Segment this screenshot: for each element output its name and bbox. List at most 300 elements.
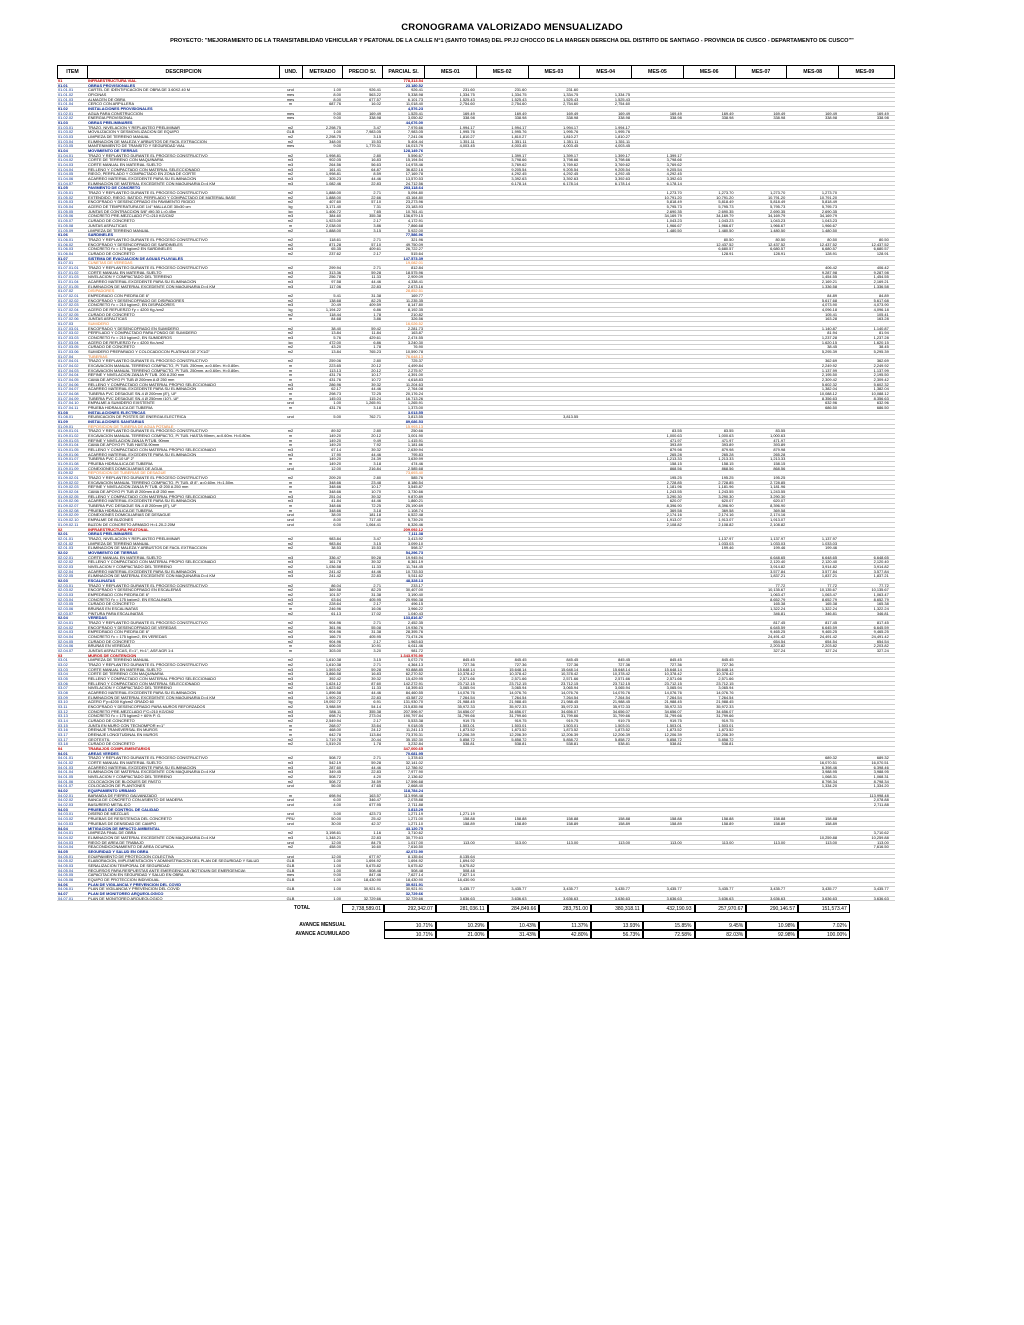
item-code: 03.17 bbox=[58, 733, 68, 737]
item-mes-04 bbox=[579, 392, 631, 396]
item-mes-09: 1,334.20 bbox=[873, 784, 889, 789]
item-mes-01: 1,503.01 bbox=[459, 723, 475, 728]
item-mes-06: 158.88 bbox=[721, 817, 734, 821]
item-mes-04 bbox=[579, 513, 631, 517]
item-metrado: 1,888.00 bbox=[325, 195, 341, 200]
item-mes-07: 8,396.90 bbox=[770, 504, 786, 508]
item-mes-05 bbox=[631, 383, 683, 387]
item-mes-03 bbox=[528, 621, 580, 625]
item-precio: 3.15 bbox=[373, 228, 381, 233]
item-mes-05 bbox=[631, 107, 683, 111]
item-mes-08: 6,398.46 bbox=[821, 765, 837, 770]
item-mes-07: 6,648.65 bbox=[770, 555, 786, 560]
item-mes-05 bbox=[631, 261, 683, 265]
item-mes-07 bbox=[735, 130, 787, 134]
item-metrado bbox=[302, 850, 342, 854]
item-mes-05: 538.81 bbox=[669, 742, 682, 747]
item-metrado: 228.64 bbox=[329, 602, 341, 606]
item-description: TRAZO Y REPLANTEO DURANTE EL PROCESO CONSTRUCTIVO bbox=[88, 620, 208, 625]
item-mes-09 bbox=[838, 752, 890, 756]
item-metrado: 349.45 bbox=[329, 770, 341, 775]
item-unit: mes bbox=[286, 116, 295, 121]
item-description: ESCALINATAS bbox=[88, 578, 116, 583]
item-mes-05: 3,392.63 bbox=[666, 177, 682, 181]
item-mes-03 bbox=[528, 359, 580, 363]
item-metrado bbox=[302, 355, 342, 359]
item-mes-05: 2,690.35 bbox=[666, 209, 682, 214]
item-mes-05 bbox=[631, 387, 683, 391]
item-mes-09 bbox=[838, 822, 890, 826]
item-mes-06 bbox=[683, 271, 735, 275]
item-mes-08 bbox=[786, 233, 838, 237]
item-mes-05: 868.56 bbox=[669, 466, 682, 471]
item-mes-06: 1,273.70 bbox=[718, 191, 734, 195]
item-mes-04 bbox=[579, 205, 631, 209]
item-description: INSTALACIONES ELECTRICAS bbox=[88, 410, 146, 415]
item-code: 04.01.01 bbox=[58, 756, 74, 761]
item-mes-09 bbox=[838, 719, 890, 723]
item-description: MOVILIZACION Y DESMOVILIZACION DE EQUIPO bbox=[88, 130, 180, 135]
item-parcial: 2,673.16 bbox=[407, 284, 423, 289]
item-unit: m3 bbox=[287, 714, 294, 719]
item-unit bbox=[279, 257, 302, 261]
item-metrado: 2,549.94 bbox=[325, 719, 341, 723]
item-mes-06 bbox=[683, 560, 735, 564]
total-row-mes-04: 283,751.00 bbox=[539, 904, 591, 913]
item-mes-07: 2,690.35 bbox=[770, 209, 786, 214]
item-mes-06 bbox=[683, 528, 735, 532]
item-mes-06 bbox=[683, 584, 735, 588]
item-parcial: 2,585.68 bbox=[407, 466, 423, 471]
item-mes-03 bbox=[528, 495, 580, 499]
item-mes-05 bbox=[631, 644, 683, 648]
item-description: ACARREO MATERIAL EXCEDENTE PARA SU ELIMINACION bbox=[88, 279, 197, 284]
item-mes-02 bbox=[476, 200, 528, 204]
item-mes-05 bbox=[631, 415, 683, 419]
item-mes-06 bbox=[683, 257, 735, 261]
item-mes-09 bbox=[838, 229, 890, 233]
item-code: 01.01.02 bbox=[58, 93, 74, 97]
item-mes-06: 8,396.90 bbox=[718, 504, 734, 508]
item-mes-04 bbox=[579, 812, 631, 816]
item-precio: 30,921.91 bbox=[363, 887, 381, 891]
item-unit: m3 bbox=[287, 499, 294, 504]
item-mes-03: 9,205.54 bbox=[563, 167, 579, 172]
item-mes-03 bbox=[528, 588, 580, 592]
item-mes-07: 158.15 bbox=[773, 462, 786, 466]
item-metrado: 166.70 bbox=[329, 634, 341, 639]
item-mes-04 bbox=[579, 238, 631, 242]
item-precio: 1.78 bbox=[373, 742, 381, 747]
item-code: 02.02.04 bbox=[58, 569, 74, 574]
item-mes-04 bbox=[579, 640, 631, 644]
item-code: 01.05.08 bbox=[58, 223, 74, 228]
item-unit: m2 bbox=[287, 737, 294, 742]
item-metrado: 43.20 bbox=[331, 345, 341, 349]
item-description: SEÑALIZACION TEMPORAL DE SEGURIDAD bbox=[88, 863, 170, 868]
item-precio: 22.83 bbox=[371, 770, 381, 775]
item-mes-08 bbox=[786, 481, 838, 485]
item-mes-07 bbox=[735, 257, 787, 261]
item-description: CORTE MANUAL EN MATERIAL SUELTO bbox=[88, 163, 162, 167]
item-unit bbox=[279, 892, 302, 896]
item-mes-08: 1,837.21 bbox=[821, 574, 837, 578]
avance-acumulado-row-mes-05: 56.73% bbox=[591, 930, 643, 939]
item-mes-02 bbox=[476, 149, 528, 153]
item-mes-02: 34,656.07 bbox=[509, 709, 527, 714]
item-mes-02 bbox=[476, 612, 528, 616]
item-metrado: 1,909.23 bbox=[325, 695, 341, 700]
item-mes-03 bbox=[528, 252, 580, 256]
item-mes-03 bbox=[528, 233, 580, 237]
item-mes-03 bbox=[528, 247, 580, 251]
item-mes-06: 845.45 bbox=[721, 658, 734, 662]
item-mes-05 bbox=[631, 770, 683, 774]
item-code: 02.02.03 bbox=[58, 564, 74, 569]
item-mes-09: 406.42 bbox=[876, 265, 889, 270]
item-mes-02 bbox=[476, 392, 528, 396]
item-mes-03 bbox=[528, 476, 580, 480]
item-code: 02.03.04 bbox=[58, 597, 74, 602]
item-unit: m bbox=[288, 223, 293, 228]
item-code: 02.04.01 bbox=[58, 620, 74, 625]
item-mes-03 bbox=[528, 873, 580, 877]
item-mes-03 bbox=[528, 532, 580, 536]
item-mes-02 bbox=[476, 425, 528, 429]
schedule-table-body bbox=[57, 79, 895, 901]
item-precio: 2.80 bbox=[373, 476, 381, 480]
item-mes-03: 1,351.11 bbox=[563, 139, 579, 144]
item-mes-07 bbox=[735, 761, 787, 765]
item-mes-07 bbox=[735, 88, 787, 92]
item-mes-05 bbox=[631, 579, 683, 583]
item-unit bbox=[279, 322, 302, 326]
item-metrado: 508.72 bbox=[329, 775, 341, 779]
item-mes-03: 338.98 bbox=[566, 116, 579, 121]
item-mes-05 bbox=[631, 322, 683, 326]
item-unit: m3 bbox=[287, 270, 294, 275]
item-mes-04 bbox=[579, 551, 631, 555]
item-mes-04 bbox=[579, 869, 631, 873]
item-precio: 3.86 bbox=[373, 317, 381, 321]
item-mes-06 bbox=[683, 878, 735, 882]
item-mes-06: 12,206.39 bbox=[716, 733, 734, 737]
item-mes-09 bbox=[838, 172, 890, 176]
item-mes-07 bbox=[735, 850, 787, 854]
item-mes-02 bbox=[476, 107, 528, 111]
item-metrado: 1,406.72 bbox=[325, 209, 341, 214]
item-mes-01 bbox=[424, 495, 476, 499]
item-code: 03.18 bbox=[58, 742, 68, 747]
item-description: CONCRETO PRE-MEZCLADO F'C=210 KG/CM2 bbox=[88, 214, 174, 219]
item-mes-04: 12,206.39 bbox=[612, 733, 630, 737]
item-code: 01 bbox=[58, 79, 63, 83]
item-code: 01.07.04.05 bbox=[58, 378, 79, 382]
item-mes-08 bbox=[786, 257, 838, 261]
item-description: SISTEMA DE EVACUACION DE AGUAS PLUVIALES bbox=[88, 256, 183, 261]
avance-mensual-row-mes-05: 13.93% bbox=[591, 921, 643, 930]
header-mes-07: MES-07 bbox=[736, 66, 788, 78]
item-mes-09 bbox=[838, 551, 890, 555]
item-mes-08: 158.88 bbox=[825, 817, 837, 821]
item-mes-05 bbox=[631, 756, 683, 760]
item-mes-02 bbox=[476, 756, 528, 760]
item-mes-04 bbox=[579, 859, 631, 863]
item-mes-05: 5,795.73 bbox=[666, 205, 682, 209]
item-mes-06: 471.97 bbox=[721, 438, 734, 443]
item-mes-01 bbox=[424, 196, 476, 200]
item-mes-06 bbox=[683, 602, 735, 606]
item-metrado: 3,988.59 bbox=[325, 705, 341, 709]
item-mes-06 bbox=[683, 612, 735, 616]
item-metrado: 3.00 bbox=[333, 812, 341, 817]
item-precio bbox=[342, 808, 382, 812]
item-code: 01.02.01 bbox=[58, 111, 74, 116]
item-mes-07 bbox=[735, 149, 787, 153]
item-mes-02 bbox=[476, 191, 528, 195]
item-mes-03 bbox=[528, 892, 580, 896]
item-mes-04 bbox=[579, 383, 631, 387]
item-mes-05 bbox=[631, 294, 683, 298]
item-metrado bbox=[302, 808, 342, 812]
item-mes-07 bbox=[735, 373, 787, 377]
item-mes-04 bbox=[579, 570, 631, 574]
item-mes-01 bbox=[424, 798, 476, 802]
item-mes-04: 1,994.17 bbox=[614, 125, 630, 130]
item-mes-09 bbox=[838, 509, 890, 513]
item-mes-02: 158.88 bbox=[514, 817, 527, 821]
item-mes-01: 7,264.54 bbox=[459, 695, 475, 700]
item-metrado: 1.00 bbox=[333, 877, 341, 882]
item-mes-03: 3,435.77 bbox=[563, 887, 579, 891]
item-unit: m2 bbox=[287, 546, 294, 550]
item-mes-06 bbox=[683, 154, 735, 158]
item-mes-04: 1,810.27 bbox=[614, 135, 630, 139]
item-parcial: 1,017.00 bbox=[407, 840, 423, 845]
item-mes-09 bbox=[838, 79, 890, 83]
item-mes-05: 21,988.45 bbox=[664, 700, 682, 705]
item-mes-01 bbox=[424, 275, 476, 279]
item-description: DISIPADORES bbox=[88, 289, 115, 293]
item-precio: 677.97 bbox=[369, 854, 381, 859]
item-mes-05: 158.88 bbox=[669, 817, 682, 821]
item-mes-01 bbox=[424, 252, 476, 256]
item-mes-04: 1,873.52 bbox=[614, 728, 630, 733]
item-precio: 9.49 bbox=[373, 438, 381, 443]
item-precio: 20.44 bbox=[371, 737, 381, 742]
item-mes-01 bbox=[424, 761, 476, 765]
item-metrado: 65.35 bbox=[331, 247, 341, 251]
item-metrado: 384.60 bbox=[329, 214, 341, 219]
item-mes-08 bbox=[786, 448, 838, 452]
item-mes-02 bbox=[476, 892, 528, 896]
item-mes-01: 23,712.15 bbox=[457, 681, 475, 686]
item-mes-06: 5,858.72 bbox=[718, 737, 734, 742]
item-metrado: 902.05 bbox=[329, 158, 341, 163]
item-mes-04 bbox=[579, 766, 631, 770]
item-mes-07 bbox=[735, 102, 787, 106]
item-mes-07 bbox=[735, 770, 787, 774]
item-mes-04 bbox=[579, 504, 631, 508]
item-mes-06 bbox=[683, 406, 735, 410]
item-mes-08: 5,795.73 bbox=[821, 205, 837, 209]
item-code: 04.03.02 bbox=[58, 817, 74, 821]
item-mes-07 bbox=[735, 383, 787, 387]
item-metrado: 407.60 bbox=[329, 200, 341, 205]
item-mes-04 bbox=[579, 780, 631, 784]
item-metrado bbox=[302, 747, 342, 751]
item-parcial: 11,235.35 bbox=[405, 298, 423, 303]
item-mes-06 bbox=[683, 280, 735, 284]
item-mes-03 bbox=[528, 528, 580, 532]
item-mes-03 bbox=[528, 850, 580, 854]
item-parcial: 4,391.00 bbox=[407, 373, 423, 377]
item-mes-07: 471.97 bbox=[773, 438, 786, 443]
item-description: PRUEBAS DE DENSIDAD DE CAMPO bbox=[88, 821, 157, 826]
item-parcial: 2,909.09 bbox=[407, 275, 423, 279]
item-description: ENCOFRADO Y DESENCOFRADO DE DISIPADORES bbox=[88, 298, 185, 303]
item-mes-05 bbox=[631, 831, 683, 835]
item-mes-03 bbox=[528, 186, 580, 190]
item-description: JUNTAS ASFALTICAS, E=1", H=1", ASF.AGR 1:4 bbox=[88, 648, 174, 653]
item-code: 01.09.01.06 bbox=[58, 452, 79, 457]
item-mes-08: 1,273.70 bbox=[821, 191, 837, 195]
item-mes-07 bbox=[735, 317, 787, 321]
item-description: CORTE DE TERRENO CON MAQUINARIA bbox=[88, 158, 164, 163]
item-mes-01 bbox=[424, 79, 476, 83]
item-mes-04 bbox=[579, 612, 631, 616]
item-mes-08 bbox=[786, 686, 838, 690]
item-parcial: 515.64 bbox=[411, 251, 423, 256]
item-mes-08 bbox=[786, 691, 838, 695]
item-mes-07: 1,043.23 bbox=[770, 219, 786, 223]
item-metrado: 259.06 bbox=[329, 359, 341, 363]
item-mes-01 bbox=[424, 200, 476, 204]
item-mes-07 bbox=[735, 672, 787, 676]
item-mes-01 bbox=[424, 640, 476, 644]
item-mes-07: 6,645.59 bbox=[770, 625, 786, 630]
item-mes-08 bbox=[786, 163, 838, 167]
item-mes-05: 1,000.63 bbox=[666, 434, 682, 438]
item-mes-09 bbox=[838, 696, 890, 700]
item-mes-06 bbox=[683, 766, 735, 770]
item-description: ENCOFRADO Y DESENCOFRADO EN PAVIMENTO RIGIDO bbox=[88, 200, 196, 205]
item-mes-05 bbox=[631, 630, 683, 634]
item-precio: 59.28 bbox=[371, 667, 381, 672]
item-mes-04 bbox=[579, 294, 631, 298]
item-mes-08: 1,322.24 bbox=[821, 606, 837, 611]
item-metrado: 369.58 bbox=[329, 588, 341, 592]
item-mes-08: 10,791.20 bbox=[819, 195, 837, 200]
item-mes-04: 14,076.76 bbox=[612, 691, 630, 695]
item-mes-06: 338.98 bbox=[721, 116, 734, 121]
item-unit: m bbox=[288, 733, 293, 737]
item-mes-02 bbox=[476, 616, 528, 620]
item-mes-06 bbox=[683, 556, 735, 560]
item-code: 02.01.03 bbox=[58, 546, 74, 550]
item-mes-04: 3,798.66 bbox=[614, 158, 630, 163]
item-mes-04 bbox=[579, 317, 631, 321]
item-mes-02 bbox=[476, 186, 528, 190]
item-mes-02: 338.98 bbox=[514, 116, 527, 121]
item-mes-01 bbox=[424, 630, 476, 634]
item-description: OBRAS PRELIMINARES bbox=[88, 532, 133, 536]
item-mes-06 bbox=[683, 864, 735, 868]
item-mes-03 bbox=[528, 883, 580, 887]
item-mes-06: 393.89 bbox=[721, 443, 734, 448]
item-mes-09 bbox=[838, 579, 890, 583]
item-metrado bbox=[302, 79, 342, 83]
item-mes-03 bbox=[528, 317, 580, 321]
item-mes-08: 24,491.42 bbox=[819, 634, 837, 639]
item-metrado bbox=[302, 471, 342, 475]
item-mes-03 bbox=[528, 243, 580, 247]
item-mes-06 bbox=[683, 98, 735, 102]
item-parcial: 6,611.46 bbox=[408, 644, 423, 648]
item-mes-08: 6,645.59 bbox=[821, 625, 837, 630]
item-mes-05: 620.07 bbox=[669, 499, 682, 504]
item-mes-06: 2,174.16 bbox=[718, 513, 734, 518]
item-unit: m2 bbox=[287, 200, 294, 205]
item-mes-07: 2,728.85 bbox=[770, 480, 786, 485]
item-description: CURADO DE CONCRETO bbox=[88, 219, 135, 223]
item-mes-03 bbox=[528, 411, 580, 415]
item-mes-08 bbox=[786, 831, 838, 835]
item-precio: 163.57 bbox=[369, 793, 381, 798]
item-mes-01: 5,858.72 bbox=[459, 737, 475, 742]
item-parcial: 48,328.13 bbox=[405, 578, 423, 583]
item-mes-01 bbox=[424, 560, 476, 564]
item-precio: 33.64 bbox=[371, 723, 381, 728]
item-mes-05: 2,571.66 bbox=[666, 677, 682, 681]
item-mes-09 bbox=[838, 686, 890, 690]
item-mes-08 bbox=[786, 528, 838, 532]
item-description: RELLENO Y COMPACTADO CON MATERIAL PROPIO SELECCIONADO bbox=[88, 382, 217, 387]
item-mes-06 bbox=[683, 266, 735, 270]
item-mes-06 bbox=[683, 598, 735, 602]
item-unit: m2 bbox=[287, 602, 294, 606]
item-mes-04 bbox=[579, 584, 631, 588]
item-mes-03 bbox=[528, 383, 580, 387]
item-mes-03 bbox=[528, 756, 580, 760]
avance-mensual-row-mes-07: 9.45% bbox=[695, 921, 747, 930]
item-mes-03 bbox=[528, 626, 580, 630]
item-mes-02 bbox=[476, 257, 528, 261]
item-mes-02: 158.89 bbox=[514, 821, 527, 826]
item-mes-05: 10,378.42 bbox=[664, 672, 682, 676]
item-mes-08: 16,070.51 bbox=[819, 761, 837, 765]
item-unit: mes bbox=[286, 97, 295, 102]
item-mes-04: 31,799.66 bbox=[612, 714, 630, 719]
item-mes-02: 1,995.76 bbox=[511, 130, 527, 135]
item-mes-02 bbox=[476, 775, 528, 779]
item-mes-08 bbox=[786, 682, 838, 686]
item-metrado: 586.11 bbox=[329, 709, 341, 714]
item-parcial: 62,270.52 bbox=[405, 672, 423, 676]
item-mes-04 bbox=[579, 401, 631, 405]
item-mes-07: 3,435.77 bbox=[770, 887, 786, 891]
item-mes-08 bbox=[786, 177, 838, 181]
item-parcial: 25,956.38 bbox=[405, 597, 423, 602]
item-code: 01.01 bbox=[58, 83, 68, 88]
item-mes-05 bbox=[631, 855, 683, 859]
item-parcial: 23,180.52 bbox=[405, 83, 423, 88]
item-description: EQUIPO DE PROTECCION INDIVIDUAL bbox=[88, 877, 160, 882]
item-mes-03 bbox=[528, 812, 580, 816]
item-mes-09: 4,096.18 bbox=[873, 307, 889, 312]
item-mes-04 bbox=[579, 523, 631, 527]
item-mes-05: 1,273.70 bbox=[666, 191, 682, 195]
